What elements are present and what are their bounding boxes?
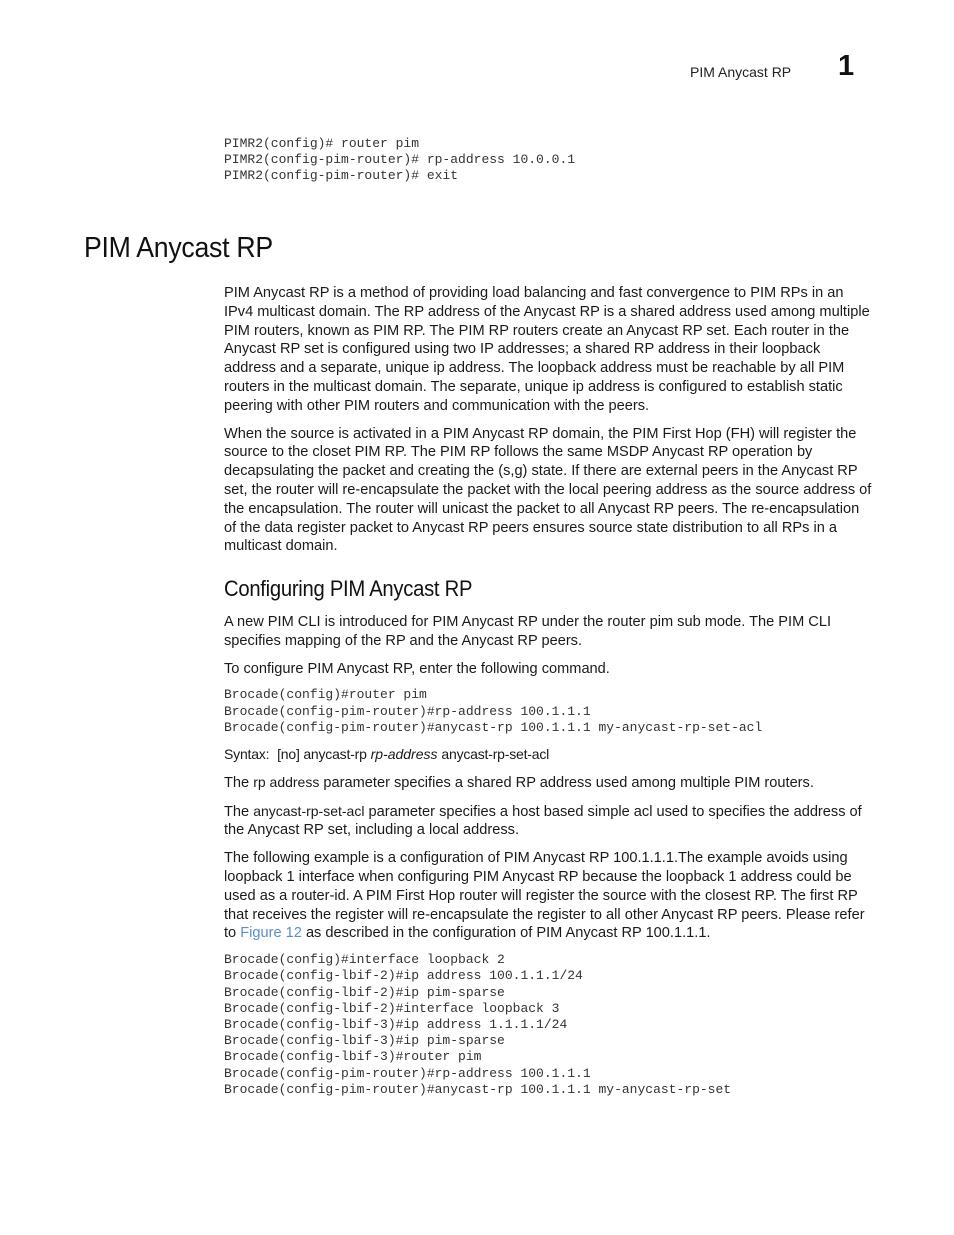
syntax-label: Syntax: bbox=[224, 745, 270, 762]
rp-address-term: rp address bbox=[253, 773, 320, 790]
source-activation-paragraph: When the source is activated in a PIM Anycast RP domain, the PIM First Hop (FH) will register the source to the closet PIM RP. The PIM RP follows the same MSDP Anycast RP operation by decapsulating the packet and creating the (s,g) state. If there are external peers in the Anycast RP set, the router will re-encapsulate the packet with the local peering address as the source address of the encapsulation. The router will unicast the packet to all Anycast RP peers. The re-encapsulation of the data register packet to Anycast RP peers ensures source state distribution to all RPs in a multicast domain. bbox=[224, 425, 872, 555]
subsection-title: Configuring PIM Anycast RP bbox=[224, 576, 473, 602]
chapter-number: 1 bbox=[838, 50, 855, 82]
acl-desc-pre: The bbox=[224, 803, 254, 820]
example-post: as described in the configuration of PIM Anycast RP 100.1.1.1. bbox=[301, 925, 711, 942]
rp-desc-pre: The bbox=[224, 774, 254, 791]
syntax-command: [no] anycast-rp bbox=[277, 745, 367, 762]
example-pre: The following example is a configuration of PIM Anycast RP 100.1.1.1.The example avoids using loopback 1 interface when configuring PIM Anycast RP because the loopback 1 address could be used as a router-id. A PIM First Hop router will register the source with the closest RP. The first RP that receives the register will re-encapsulate the register to all other Anycast RP peers. Please refer to bbox=[224, 850, 865, 942]
figure-12-link[interactable]: Figure 12 bbox=[240, 925, 302, 942]
syntax-parameter: anycast-rp-set-acl bbox=[441, 745, 550, 762]
example-paragraph bbox=[224, 849, 872, 943]
syntax-argument: rp-address bbox=[370, 745, 438, 762]
cli-intro-paragraph: A new PIM CLI is introduced for PIM Anycast RP under the router pim sub mode. The PIM CLI specifies mapping of the RP and the Anycast RP peers. bbox=[224, 613, 832, 649]
acl-desc-post: parameter specifies a host based simple acl used to specifies the address of the Anycast RP set, including a local address. bbox=[224, 803, 862, 839]
rp-address-description bbox=[224, 773, 872, 793]
acl-description bbox=[224, 802, 872, 841]
running-header-title: PIM Anycast RP bbox=[690, 64, 792, 80]
code-block-pimr2: PIMR2(config)# router pim PIMR2(config-pim-router)# rp-address 10.0.0.1 PIMR2(config-pim-router)# exit bbox=[224, 136, 576, 184]
acl-term: anycast-rp-set-acl bbox=[253, 802, 365, 819]
code-block-config: Brocade(config)#router pim Brocade(config-pim-router)#rp-address 100.1.1.1 Brocade(config-pim-router)#anycast-rp 100.1.1.1 my-anycast-rp-set-acl bbox=[224, 687, 763, 735]
section-body bbox=[224, 284, 872, 1107]
configure-instruction: To configure PIM Anycast RP, enter the following command. bbox=[224, 660, 610, 677]
code-block-example: Brocade(config)#interface loopback 2 Brocade(config-lbif-2)#ip address 100.1.1.1/24 Brocade(config-lbif-2)#ip pim-sparse Brocade(config-lbif-2)#interface loopback 3 Brocade(config-lbif-3)#ip address 1.1.1.1/24 Brocade(config-lbif-3)#ip pim-sparse Brocade(config-lbif-3)#router pim Brocade(config-pim-router)#rp-address 100.1.1.1 Brocade(config-pim-router)#anycast-rp 100.1.1.1 my-anycast-rp-set bbox=[224, 952, 732, 1097]
rp-desc-post: parameter specifies a shared RP address used among multiple PIM routers. bbox=[319, 774, 814, 791]
syntax-line bbox=[224, 745, 872, 764]
section-title: PIM Anycast RP bbox=[84, 232, 273, 264]
intro-paragraph: PIM Anycast RP is a method of providing load balancing and fast convergence to PIM RPs in an IPv4 multicast domain. The RP address of the Anycast RP is a shared address used among multiple PIM routers, known as PIM RP. The PIM RP routers create an Anycast RP set. Each router in the Anycast RP set is configured using two IP addresses; a shared RP address in their loopback address and a separate, unique ip address. The loopback address must be reachable by all PIM routers in the multicast domain. The separate, unique ip address is configured to establish static peering with other PIM routers and communication with the peers. bbox=[224, 285, 870, 414]
